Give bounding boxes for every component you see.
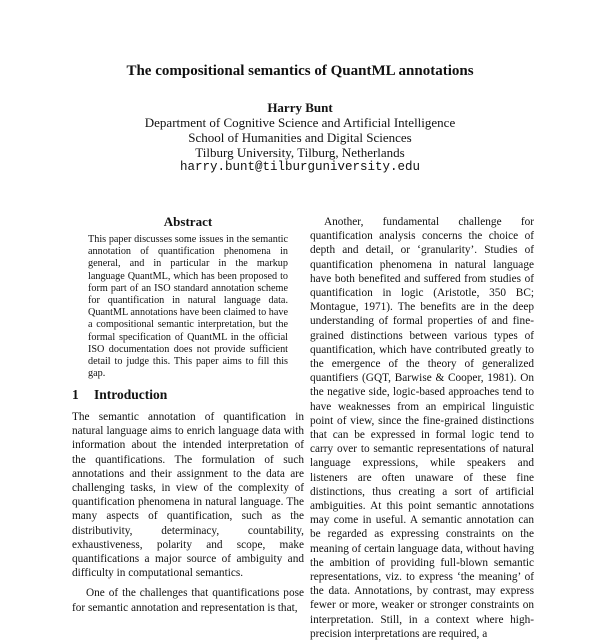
author-block (0, 100, 600, 175)
intro-paragraph-1: The semantic annotation of quantification in natural language aims to enrich language data with information about the intended interpretation of the quantifications. The formulation of such annotations and their assignment to the data are challenging tasks, in view of the complexity of quantification phenomena in natural language. The many aspects of quantification, such as the distributivity, determinacy, countability, exhaustiveness, polarity and scope, make quantifications a major source of ambiguity and difficulty in computational semantics. (72, 411, 304, 580)
author-affiliation-department: Department of Cognitive Science and Artificial Intelligence (144, 115, 456, 130)
section-heading-introduction (72, 387, 302, 403)
right-paragraph-1: Another, fundamental challenge for quantification analysis concerns the choice of depth and detail, or ‘granularity’. Studies of quantification phenomena in natural language have both benefited and suffered from studies of quantification in logic (Aristotle, 350 BC; Montague, 1971). The benefits are in the deep understanding of formal properties of and fine-grained distinctions between various types of quantification, which have contributed greatly to the emergence of the theory of generalized quantifiers (GQT, Barwise & Cooper, 1981). On the negative side, logic-based approaches tend to have weaknesses from an empirical linguistic point of view, since the fine-grained distinctions that can be expressed in formal logic tend to carry over to semantic representations of natural language expressions, while speakers and listeners are often unaware of these fine distinctions, thus creating a sort of artificial ambiguities. At this point semantic annotations may come in useful. A semantic annotation can be regarded as expressing constraints on the meaning of certain language data, without having the ambition of providing full-blown semantic representations, viz. to express ‘the meaning’ of the data. Annotations, by contrast, may express fewer or more, weaker or stronger constraints on interpretation. Still, in a context where high-precision interpretations are required, a (310, 216, 534, 640)
paper-title: The compositional semantics of QuantML annotations (126, 63, 474, 79)
author-name: Harry Bunt (267, 100, 333, 115)
author-email: harry.bunt@tilburguniversity.edu (179, 160, 421, 174)
author-affiliation-school: School of Humanities and Digital Sciences (188, 130, 412, 145)
right-column-body (310, 215, 534, 641)
abstract-heading: Abstract (163, 214, 213, 229)
abstract-text: This paper discusses some issues in the semantic annotation of quantification phenomena in general, and in particular in the markup language QuantML, which has been proposed to form part of an ISO standard annotation scheme for quantification in natural language data. QuantML annotations have been claimed to have a compositional semantic interpretation, but the formal specification of QuantML in the official ISO documentation does not provide sufficient detail to judge this. This paper aims to fill this gap. (88, 234, 288, 380)
author-affiliation-university: Tilburg University, Tilburg, Netherlands (195, 145, 405, 160)
section-title: Introduction (94, 387, 168, 402)
section-number: 1 (72, 387, 79, 402)
intro-paragraph-2: One of the challenges that quantifications pose for semantic annotation and representation is that, (72, 587, 304, 614)
left-column-body (72, 410, 304, 615)
